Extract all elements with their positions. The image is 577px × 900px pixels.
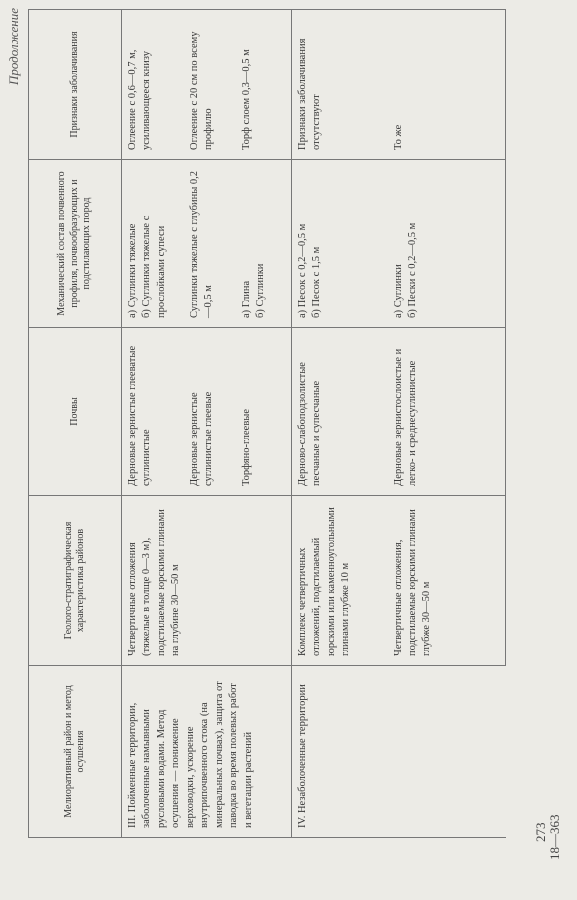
geology-cell: Четвертичные отложения, подстилаемые юрскими глинами глубже 30—50 м bbox=[388, 496, 506, 666]
continuation-label: Продолжение bbox=[6, 8, 21, 86]
printer-signature: 18—363 bbox=[547, 814, 562, 860]
page-number: 273 bbox=[533, 822, 548, 842]
region-cell: IV. Незаболоченные территории bbox=[292, 666, 506, 838]
mech-cell: а) Суглинки б) Пески с 0,2—0,5 м bbox=[388, 160, 506, 328]
mech-cell: а) Глина б) Суглинки bbox=[236, 160, 292, 328]
soil-cell: Торфяно-глеевые bbox=[236, 328, 292, 496]
table-header-row bbox=[29, 10, 122, 838]
soil-cell: Дерново-слабоподзолистые песчаные и супесчаные bbox=[292, 328, 388, 496]
soil-cell: Дерновые зернистые суглинистые глеевые bbox=[184, 328, 236, 496]
mech-cell: Суглинки тяжелые с глубины 0,2—0,5 м bbox=[184, 160, 236, 328]
header-region: Мелиоративный район и метод осушения bbox=[29, 666, 122, 838]
header-mech: Механический состав почвенного профиля, почвообразующих и подстилающих пород bbox=[29, 160, 122, 328]
soil-cell: Дерновые зернистослоистые и легко- и среднесуглинистые bbox=[388, 328, 506, 496]
geology-cell: Четвертичные отложения (тяжелые в толще 0—3 м), подстилаемые юрскими глинами на глубине 30—50 м bbox=[122, 496, 292, 666]
soil-reclamation-table bbox=[28, 9, 506, 838]
soil-cell: Дерновые зернистые глееватые суглинистые bbox=[122, 328, 184, 496]
header-signs: Признаки заболачивания bbox=[29, 10, 122, 160]
signs-cell: То же bbox=[388, 10, 506, 160]
mech-cell: а) Песок с 0,2—0,5 м б) Песок с 1,5 м bbox=[292, 160, 388, 328]
signs-cell: Торф слоем 0,3—0,5 м bbox=[236, 10, 292, 160]
table-row bbox=[292, 10, 388, 838]
signs-cell: Признаки заболачивания отсутствуют bbox=[292, 10, 388, 160]
region-cell: III. Пойменные территории, заболоченные намывными русловыми водами. Метод осушения — понижение верховодки, ускорение внутрипочвенного стока (на минеральных почвах), защита от паводка во время полевых работ и вегетации растений bbox=[122, 666, 292, 838]
signs-cell: Оглеение с 20 см по всему профилю bbox=[184, 10, 236, 160]
table-row bbox=[122, 10, 184, 838]
header-geology: Геолого-стратиграфическая характеристика районов bbox=[29, 496, 122, 666]
mech-cell: а) Суглинки тяжелые б) Суглинки тяжелые с прослойками супеси bbox=[122, 160, 184, 328]
header-soils: Почвы bbox=[29, 328, 122, 496]
geology-cell: Комплекс четвертичных отложений, подстилаемый юрскими или каменноугольными глинами глубже 10 м bbox=[292, 496, 388, 666]
signs-cell: Оглеение с 0,6—0,7 м, усиливающееся книзу bbox=[122, 10, 184, 160]
